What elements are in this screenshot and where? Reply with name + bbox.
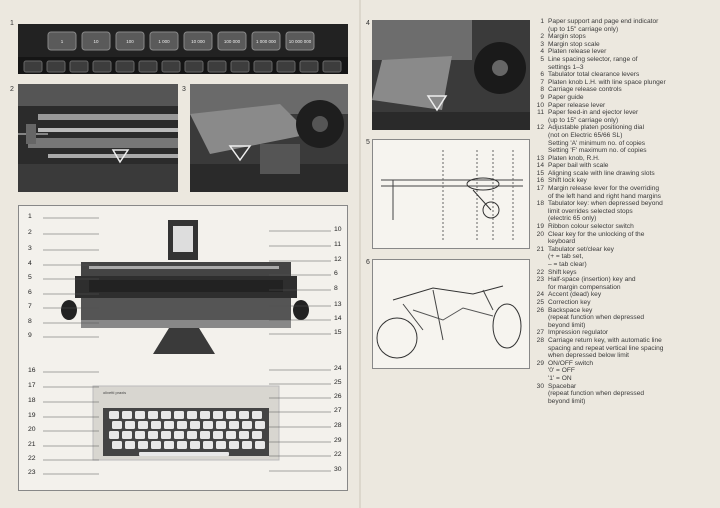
callout-left-5: 5 xyxy=(28,274,32,281)
svg-text:1: 1 xyxy=(60,39,64,44)
callout-left-4: 4 xyxy=(28,260,32,267)
figure-2-photo xyxy=(18,84,178,192)
legend-number: 14 xyxy=(536,162,544,170)
legend-number: 5 xyxy=(540,55,544,63)
legend-text: Paper bail with scale xyxy=(548,162,609,170)
legend-number: 16 xyxy=(536,177,544,185)
callout-right-30: 30 xyxy=(334,466,342,473)
callout-left-2: 2 xyxy=(28,229,32,236)
tab-key-4 xyxy=(184,32,212,50)
legend-text: Adjustable platen positioning dial (not on Electric 65/66 SL) Setting 'A' minimum no. of copies Setting 'F' maximum no. of copies xyxy=(548,124,647,155)
callout-left-3: 3 xyxy=(28,245,32,252)
page-fold xyxy=(359,0,361,508)
figure-2-number: 2 xyxy=(10,86,14,93)
legend-number: 17 xyxy=(536,185,544,193)
figure-6-number: 6 xyxy=(366,259,370,266)
legend-item-22 xyxy=(532,269,714,277)
legend-item-19 xyxy=(532,223,714,231)
legend-item-20 xyxy=(532,231,714,246)
legend-number: 20 xyxy=(536,230,544,238)
figure-5-drawing xyxy=(372,139,530,249)
svg-text:100: 100 xyxy=(126,39,134,44)
legend-text: Platen knob, R.H. xyxy=(548,154,600,162)
tab-key-5 xyxy=(218,32,246,50)
legend-number: 4 xyxy=(540,48,544,56)
legend-number: 3 xyxy=(540,40,544,48)
legend-text: Tabulator set/clear key (+ = tab set, – = tab clear) xyxy=(548,245,614,268)
callout-right-13: 13 xyxy=(334,301,342,308)
legend-text: Paper support and page end indicator (up to 15" carriage only) xyxy=(548,18,659,33)
tab-key-3 xyxy=(150,32,178,50)
legend-text: Carriage return key, with automatic line spacing and repeat vertical line spacing when depressed below limit xyxy=(548,336,664,360)
legend-number: 1 xyxy=(540,18,544,25)
legend-number: 13 xyxy=(536,154,544,162)
callout-left-18: 18 xyxy=(28,397,36,404)
callout-right-12: 12 xyxy=(334,256,342,263)
legend-item-30 xyxy=(532,383,714,406)
legend-number: 19 xyxy=(536,223,544,231)
legend-text: ON/OFF switch '0' = OFF '1' = ON xyxy=(548,359,594,382)
legend-item-21 xyxy=(532,246,714,269)
figure-3-photo xyxy=(190,84,348,192)
legend-text: Half-space (insertion) key and for margin compensation xyxy=(548,276,636,291)
legend-number: 21 xyxy=(536,245,544,253)
callout-right-11: 11 xyxy=(334,241,342,248)
legend-item-7 xyxy=(532,79,714,87)
callout-left-1: 1 xyxy=(28,213,32,220)
callout-left-6: 6 xyxy=(28,289,32,296)
callout-right-28: 28 xyxy=(334,422,342,429)
legend-number: 7 xyxy=(540,78,544,86)
legend-text: Paper release lever xyxy=(548,101,606,109)
legend-text: Tabulator key: when depressed beyond limit overrides selected stops (electric 65 only) xyxy=(548,200,663,223)
legend-item-27 xyxy=(532,329,714,337)
tab-keys-illustration xyxy=(18,24,348,74)
legend-item-10 xyxy=(532,102,714,110)
parts-legend xyxy=(532,18,714,405)
tab-key-7 xyxy=(286,32,314,50)
legend-item-24 xyxy=(532,291,714,299)
legend-number: 12 xyxy=(536,124,544,132)
legend-item-17 xyxy=(532,185,714,200)
legend-number: 2 xyxy=(540,33,544,41)
callout-right-24: 24 xyxy=(334,365,342,372)
typewriter-illustration xyxy=(19,206,347,490)
legend-text: Carriage release controls xyxy=(548,86,622,94)
svg-text:10 000 000: 10 000 000 xyxy=(288,39,312,44)
callout-right-15: 15 xyxy=(334,329,342,336)
legend-item-4 xyxy=(532,48,714,56)
legend-number: 9 xyxy=(540,93,544,101)
legend-item-3 xyxy=(532,41,714,49)
legend-number: 18 xyxy=(536,200,544,208)
legend-number: 6 xyxy=(540,71,544,79)
legend-text: Spacebar (repeat function when depressed beyond limit) xyxy=(548,382,645,405)
figure-5-number: 5 xyxy=(366,139,370,146)
callout-right-27: 27 xyxy=(334,407,342,414)
legend-text: Impression regulator xyxy=(548,329,609,337)
legend-text: Paper guide xyxy=(548,93,584,101)
callout-left-19: 19 xyxy=(28,412,36,419)
callout-right-6: 6 xyxy=(334,270,338,277)
callout-left-20: 20 xyxy=(28,426,36,433)
figure-3-number: 3 xyxy=(182,86,186,93)
callout-left-8: 8 xyxy=(28,318,32,325)
legend-text: Clear key for the unlocking of the keyboard xyxy=(548,230,645,246)
legend-text: Backspace key (repeat function when depressed beyond limit) xyxy=(548,306,645,329)
legend-number: 26 xyxy=(536,306,544,314)
callout-left-7: 7 xyxy=(28,303,32,310)
legend-item-23 xyxy=(532,276,714,291)
tab-key-2 xyxy=(116,32,144,50)
figure-6-drawing xyxy=(372,259,530,369)
legend-number: 15 xyxy=(536,169,544,177)
legend-number: 23 xyxy=(536,276,544,284)
callout-right-22: 22 xyxy=(334,451,342,458)
svg-text:1 000 000: 1 000 000 xyxy=(255,39,277,44)
callout-right-25: 25 xyxy=(334,379,342,386)
legend-text: Accent (dead) key xyxy=(548,291,602,299)
legend-text: Platen knob L.H. with line space plunger xyxy=(548,78,666,86)
legend-text: Shift lock key xyxy=(548,177,587,185)
legend-number: 29 xyxy=(536,359,544,367)
legend-number: 22 xyxy=(536,268,544,276)
callout-left-9: 9 xyxy=(28,332,32,339)
legend-number: 25 xyxy=(536,298,544,306)
legend-text: Tabulator total clearance levers xyxy=(548,71,640,79)
legend-item-2 xyxy=(532,33,714,41)
callout-left-16: 16 xyxy=(28,367,36,374)
legend-number: 30 xyxy=(536,382,544,390)
tab-key-6 xyxy=(252,32,280,50)
svg-text:10: 10 xyxy=(93,39,99,44)
legend-item-13 xyxy=(532,155,714,163)
legend-number: 10 xyxy=(536,101,544,109)
callout-right-14: 14 xyxy=(334,315,342,322)
legend-text: Correction key xyxy=(548,298,591,306)
legend-item-15 xyxy=(532,170,714,178)
legend-text: Platen release lever xyxy=(548,48,607,56)
legend-item-28 xyxy=(532,337,714,360)
typewriter-diagram xyxy=(18,205,348,491)
callout-right-10: 10 xyxy=(334,226,342,233)
legend-number: 8 xyxy=(540,86,544,94)
legend-text: Ribbon colour selector switch xyxy=(548,223,634,231)
legend-item-8 xyxy=(532,86,714,94)
figure-1-photo xyxy=(18,24,348,74)
legend-item-29 xyxy=(532,360,714,383)
callout-right-26: 26 xyxy=(334,393,342,400)
legend-text: Margin release lever for the overriding of the left hand and right hand margins xyxy=(548,185,661,200)
legend-item-1 xyxy=(532,18,714,33)
callout-left-22: 22 xyxy=(28,455,36,462)
legend-item-16 xyxy=(532,177,714,185)
legend-text: Shift keys xyxy=(548,268,577,276)
legend-item-9 xyxy=(532,94,714,102)
svg-text:10 000: 10 000 xyxy=(191,39,205,44)
legend-number: 28 xyxy=(536,336,544,344)
tab-key-1 xyxy=(82,32,110,50)
callout-left-17: 17 xyxy=(28,382,36,389)
legend-item-11 xyxy=(532,109,714,124)
legend-item-18 xyxy=(532,200,714,223)
brand-label: olivetti praxis xyxy=(103,390,127,395)
legend-number: 24 xyxy=(536,291,544,299)
legend-number: 27 xyxy=(536,329,544,337)
legend-text: Margin stops xyxy=(548,33,586,41)
legend-item-14 xyxy=(532,162,714,170)
legend-text: Line spacing selector, range of settings 1–3 xyxy=(548,55,638,71)
svg-text:1 000: 1 000 xyxy=(158,39,170,44)
legend-text: Margin stop scale xyxy=(548,40,600,48)
legend-item-12 xyxy=(532,124,714,154)
legend-text: Aligning scale with line drawing slots xyxy=(548,169,655,177)
legend-item-6 xyxy=(532,71,714,79)
legend-number: 11 xyxy=(537,109,544,117)
figure-1-number: 1 xyxy=(10,20,14,27)
legend-text: Paper feed-in and ejector lever (up to 15" carriage only) xyxy=(548,109,639,124)
figure-4-photo xyxy=(372,20,530,130)
figure-4-number: 4 xyxy=(366,20,370,27)
callout-right-29: 29 xyxy=(334,437,342,444)
callout-left-21: 21 xyxy=(28,441,36,448)
svg-text:100 000: 100 000 xyxy=(223,39,241,44)
tab-key-0 xyxy=(48,32,76,50)
legend-item-25 xyxy=(532,299,714,307)
legend-item-26 xyxy=(532,307,714,330)
legend-item-5 xyxy=(532,56,714,71)
callout-right-8: 8 xyxy=(334,285,338,292)
callout-left-23: 23 xyxy=(28,469,36,476)
